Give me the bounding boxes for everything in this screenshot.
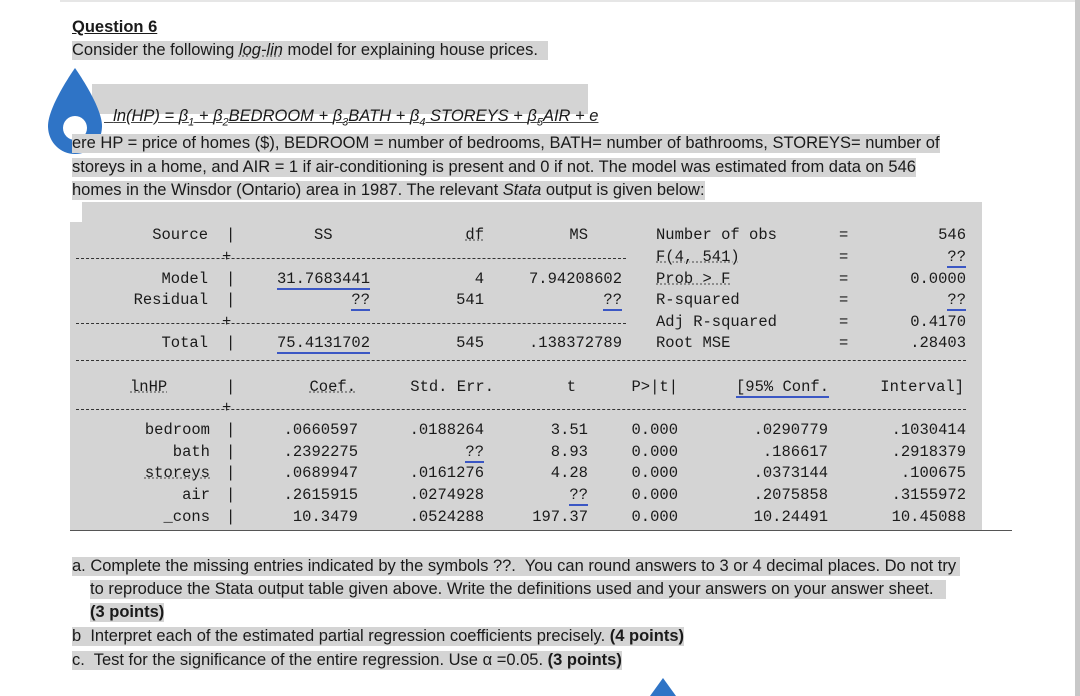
anova-row-df: 4 <box>474 270 484 288</box>
coef-row-ci-lo: .0290779 <box>753 421 828 439</box>
coef-row-se: .0188264 <box>409 421 484 439</box>
column-separator: | <box>226 508 236 526</box>
coef-row-ci-hi: 10.45088 <box>891 508 966 526</box>
coef-header-t: t <box>566 378 576 396</box>
coef-row-p: 0.000 <box>631 464 678 482</box>
coef-row-se: .0524288 <box>409 508 484 526</box>
drop-pin-bottom-icon <box>648 676 678 696</box>
anova-row-source: Total <box>161 334 208 352</box>
stat-value: 546 <box>938 226 966 244</box>
coef-row-t: 3.51 <box>550 421 588 439</box>
coef-row-coef: .2392275 <box>283 443 358 461</box>
dashed-rule <box>76 360 966 361</box>
coef-row-t: 197.37 <box>532 508 588 526</box>
stat-label: Adj R-squared <box>656 313 777 331</box>
dashed-rule <box>76 258 626 259</box>
coef-header-ci-hi: Interval] <box>880 378 964 396</box>
coef-row-var: storeys <box>144 464 210 482</box>
dashed-rule <box>76 323 626 324</box>
stat-value: .28403 <box>910 334 966 352</box>
part-a-line-1: a. Complete the missing entries indicated by the symbols ??. You can round answers to 3 or 4 decimal places. Do not try <box>72 557 960 576</box>
coef-row-se: .0274928 <box>409 486 484 504</box>
coef-header-ci-lo: [95% Conf. <box>736 378 830 396</box>
coef-row-p: 0.000 <box>631 486 678 504</box>
stat-equals: = <box>839 313 849 331</box>
description-line-1: ere HP = price of homes ($), BEDROOM = number of bedrooms, BATH= number of bathrooms, STOREYS= number of <box>46 134 940 153</box>
stata-highlight-strip <box>70 222 82 530</box>
coef-row-t: 4.28 <box>550 464 588 482</box>
desc3-text-end: output is given below: <box>541 181 705 199</box>
column-separator: | <box>226 378 236 396</box>
column-separator: | <box>226 421 236 439</box>
coef-row-ci-lo: .2075858 <box>753 486 828 504</box>
anova-row-source: Model <box>161 270 208 288</box>
stat-label: Prob > F <box>656 270 731 288</box>
coef-row-coef: .0689947 <box>283 464 358 482</box>
coef-row-ci-hi: .1030414 <box>891 421 966 439</box>
rule-plus: + <box>222 399 232 417</box>
coef-row-ci-hi: .2918379 <box>891 443 966 461</box>
stat-label: Number of obs <box>656 226 777 244</box>
coef-row-var: bath <box>172 443 210 461</box>
coef-row-ci-lo: 10.24491 <box>753 508 828 526</box>
model-equation <box>104 88 598 128</box>
anova-row-ms: .138372789 <box>528 334 622 352</box>
part-c <box>72 651 622 670</box>
coef-row-se: ?? <box>465 443 484 461</box>
stat-value: 0.0000 <box>910 270 966 288</box>
anova-row-ms: 7.94208602 <box>528 270 622 288</box>
part-a-line-2: to reproduce the Stata output table given above. Write the definitions used and your answers on your answer sheet. <box>90 580 946 599</box>
anova-row-ms: ?? <box>603 291 622 309</box>
question-title: Question 6 <box>72 18 158 36</box>
equation-text: $\ln(HP) = \beta_1$ + $\beta_2BEDROOM$ + $\beta_3BATH + \beta_4$ STOREYS + $\beta_5AIR + e$ <box>113 107 599 129</box>
coef-row-se: .0161276 <box>409 464 484 482</box>
stat-label: F(4, 541) <box>656 248 740 266</box>
stat-equals: = <box>839 334 849 352</box>
part-a-points: (3 points) <box>90 603 165 621</box>
column-separator: | <box>226 443 236 461</box>
rule-plus: + <box>222 248 232 266</box>
coef-row-var: _cons <box>163 508 210 526</box>
desc3-text: homes in the Winsdor (Ontario) area in 1987. The relevant <box>72 181 503 199</box>
stat-equals: = <box>839 248 849 266</box>
anova-header-df: df <box>465 226 484 244</box>
coef-header-se: Std. Err. <box>410 378 494 396</box>
table-bottom-rule <box>70 530 1012 531</box>
coef-row-coef: .0660597 <box>283 421 358 439</box>
stat-label: R-squared <box>656 291 740 309</box>
right-border <box>1075 0 1080 696</box>
coef-row-p: 0.000 <box>631 421 678 439</box>
intro-text-end: model for explaining house prices. <box>282 41 538 59</box>
part-b-text: b Interpret each of the estimated partial regression coefficients precisely. <box>72 627 610 645</box>
column-separator: | <box>226 270 236 288</box>
anova-row-df: 545 <box>456 334 484 352</box>
stat-value: 0.4170 <box>910 313 966 331</box>
stat-equals: = <box>839 291 849 309</box>
stat-value: ?? <box>947 248 966 266</box>
rule-plus: + <box>222 313 232 331</box>
coef-row-coef: .2615915 <box>283 486 358 504</box>
coef-header-var: lnHP <box>130 378 168 396</box>
anova-row-df: 541 <box>456 291 484 309</box>
coef-row-var: air <box>182 486 210 504</box>
stat-equals: = <box>839 270 849 288</box>
stat-value: ?? <box>947 291 966 309</box>
column-separator: | <box>226 334 236 352</box>
coef-header-p: P>|t| <box>631 378 678 396</box>
part-c-text: c. Test for the significance of the entire regression. Use α =0.05. <box>72 651 548 669</box>
description-line-2: storeys in a home, and AIR = 1 if air-conditioning is present and 0 if not. The model was estimated from data on 546 <box>72 158 916 176</box>
anova-row-ss: 75.4131702 <box>276 334 370 352</box>
coef-row-p: 0.000 <box>631 508 678 526</box>
part-b <box>72 627 684 646</box>
intro-text: Consider the following <box>72 41 239 59</box>
coef-row-t: 8.93 <box>550 443 588 461</box>
coef-row-ci-hi: .100675 <box>900 464 966 482</box>
column-separator: | <box>226 226 236 244</box>
column-separator: | <box>226 464 236 482</box>
coef-header-coef: Coef. <box>309 378 356 396</box>
coef-row-t: ?? <box>569 486 588 504</box>
anova-header-ms: MS <box>569 226 588 244</box>
coef-row-coef: 10.3479 <box>292 508 358 526</box>
anova-header-source: Source <box>152 226 208 244</box>
coef-row-p: 0.000 <box>631 443 678 461</box>
desc3-italic: Stata <box>502 181 542 199</box>
coef-row-ci-lo: .0373144 <box>753 464 828 482</box>
coef-row-var: bedroom <box>144 421 210 439</box>
stat-equals: = <box>839 226 849 244</box>
question-intro <box>72 41 548 60</box>
stat-label: Root MSE <box>656 334 731 352</box>
anova-row-ss: 31.7683441 <box>276 270 370 288</box>
coef-row-ci-lo: .186617 <box>762 443 828 461</box>
intro-italic: log-lin <box>238 41 283 59</box>
anova-row-source: Residual <box>133 291 208 309</box>
dashed-rule <box>76 409 966 410</box>
part-c-points: (3 points) <box>547 651 622 669</box>
anova-header-ss: SS <box>314 226 333 244</box>
column-separator: | <box>226 486 236 504</box>
coef-row-ci-hi: .3155972 <box>891 486 966 504</box>
column-separator: | <box>226 291 236 309</box>
description-line-3 <box>72 181 705 200</box>
anova-row-ss: ?? <box>351 291 370 309</box>
part-b-points: (4 points) <box>609 627 684 645</box>
